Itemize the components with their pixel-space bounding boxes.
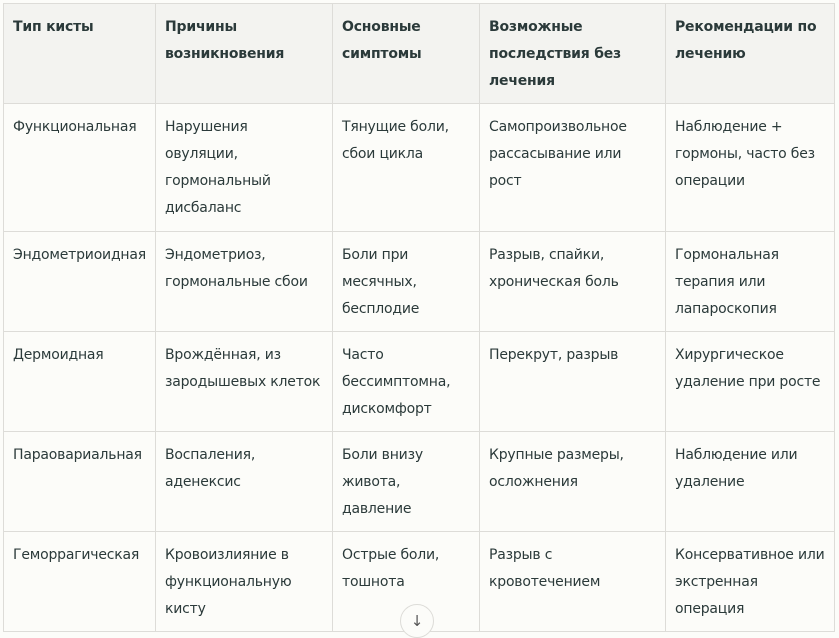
header-recommendations: Рекомендации по лечению <box>666 4 835 104</box>
header-cyst-type: Тип кисты <box>4 4 156 104</box>
cell-causes: Кровоизлияние в функциональную кисту <box>156 532 333 632</box>
cell-cyst-type: Параовариальная <box>4 432 156 532</box>
header-symptoms: Основные симптомы <box>333 4 480 104</box>
cell-consequences: Крупные размеры, осложнения <box>480 432 666 532</box>
header-causes: Причины возникновения <box>156 4 333 104</box>
cell-symptoms: Острые боли, тошнота <box>333 532 480 632</box>
cell-symptoms: Часто бессимптомна, дискомфорт <box>333 332 480 432</box>
cell-symptoms: Боли при месячных, бесплодие <box>333 232 480 332</box>
cell-causes: Нарушения овуляции, гормональный дисбаланс <box>156 104 333 232</box>
cell-cyst-type: Функциональная <box>4 104 156 232</box>
cell-recommendations: Гормональная терапия или лапароскопия <box>666 232 835 332</box>
scroll-down-button[interactable] <box>400 604 434 638</box>
table-row <box>4 104 835 232</box>
cell-cyst-type: Дермоидная <box>4 332 156 432</box>
table-header-row <box>4 4 835 104</box>
cell-recommendations: Наблюдение или удаление <box>666 432 835 532</box>
cell-recommendations: Консервативное или экстренная операция <box>666 532 835 632</box>
cell-consequences: Перекрут, разрыв <box>480 332 666 432</box>
cell-recommendations: Наблюдение + гормоны, часто без операции <box>666 104 835 232</box>
cell-causes: Эндометриоз, гормональные сбои <box>156 232 333 332</box>
cell-consequences: Разрыв, спайки, хроническая боль <box>480 232 666 332</box>
cell-causes: Врождённая, из зародышевых клеток <box>156 332 333 432</box>
cell-recommendations: Хирургическое удаление при росте <box>666 332 835 432</box>
cell-consequences: Разрыв с кровотечением <box>480 532 666 632</box>
table-row <box>4 332 835 432</box>
table-row <box>4 232 835 332</box>
cyst-types-table <box>3 3 835 632</box>
cell-cyst-type: Эндометриоидная <box>4 232 156 332</box>
cell-consequences: Самопроизвольное рассасывание или рост <box>480 104 666 232</box>
header-consequences: Возможные последствия без лечения <box>480 4 666 104</box>
table-row <box>4 432 835 532</box>
cell-cyst-type: Геморрагическая <box>4 532 156 632</box>
cell-symptoms: Тянущие боли, сбои цикла <box>333 104 480 232</box>
cell-symptoms: Боли внизу живота, давление <box>333 432 480 532</box>
cell-causes: Воспаления, аденексис <box>156 432 333 532</box>
arrow-down-icon: ↓ <box>410 612 424 630</box>
